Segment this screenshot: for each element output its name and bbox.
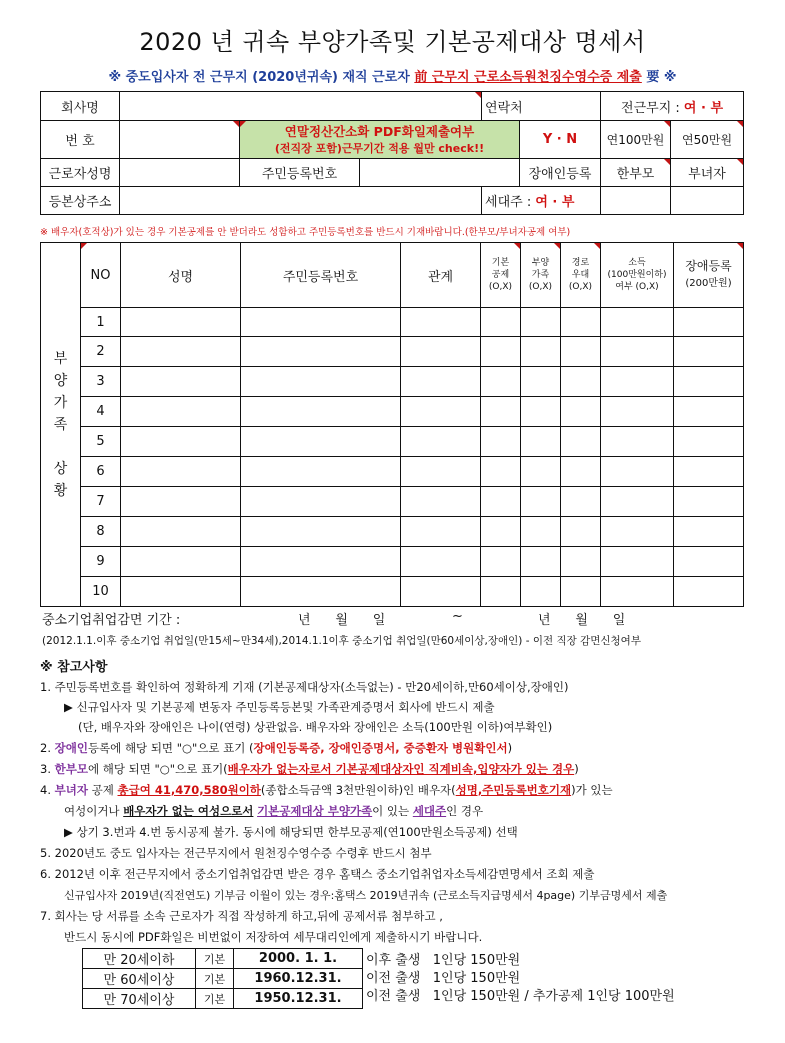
row-name[interactable] — [121, 517, 241, 547]
side-char-7: 황 — [53, 482, 68, 499]
row-support[interactable] — [521, 487, 561, 517]
note-7a: 반드시 동시에 PDF화일은 비번없이 저장하여 세무대리인에게 제출하시기 바랍니다. — [64, 930, 483, 944]
row-support[interactable] — [521, 427, 561, 457]
table-row — [83, 989, 363, 1009]
table-row — [83, 949, 363, 969]
row-basic[interactable] — [481, 577, 521, 607]
notice-prefix: ※ 중도입사자 전 근무지 (2020년귀속) 재직 근로자 — [108, 70, 415, 85]
row-name[interactable] — [121, 487, 241, 517]
note-3-mid: 에 해당 되면 "○"으로 표기( — [87, 762, 228, 776]
row-basic[interactable] — [481, 308, 521, 337]
row-elder[interactable] — [561, 427, 601, 457]
row-income[interactable] — [601, 427, 674, 457]
row-rrn[interactable] — [241, 367, 401, 397]
disabled-label: 장애인등록 — [520, 159, 601, 187]
row-disabled[interactable] — [674, 308, 744, 337]
row-relation[interactable] — [401, 308, 481, 337]
company-field[interactable] — [120, 92, 482, 121]
rrn-field[interactable] — [360, 159, 520, 187]
row-rrn[interactable] — [241, 457, 401, 487]
submission-notice — [0, 66, 785, 85]
row-disabled[interactable] — [674, 337, 744, 367]
sme-note: (2012.1.1.이후 중소기업 취업일(만15세~만34세),2014.1.1이후 중소기업 취업일(만60세이상,장애인) - 이전 직장 감면신청여부 — [42, 635, 641, 647]
row-elder[interactable] — [561, 517, 601, 547]
dependents-side-label — [41, 243, 81, 607]
pdf-line1: 연말정산간소화 PDF화일제출여부 — [284, 123, 475, 139]
row-elder[interactable] — [561, 457, 601, 487]
single-parent-label[interactable]: 한부모 — [601, 159, 671, 187]
row-basic[interactable] — [481, 427, 521, 457]
row-disabled[interactable] — [674, 397, 744, 427]
number-label: 번 호 — [41, 121, 120, 159]
row-support[interactable] — [521, 367, 561, 397]
note-1a: ▶ 신규입사자 및 기본공제 변동자 주민등록등본및 가족관계증명서 회사에 반드시 제출 — [64, 700, 495, 714]
row-basic[interactable] — [481, 457, 521, 487]
note-5: 5. 2020년도 중도 입사자는 전근무지에서 원천징수영수증 수령후 반드시 첨부 — [40, 846, 432, 860]
sme-tilde: ~ — [452, 609, 463, 624]
table-row — [41, 367, 744, 397]
note-1b: (단, 배우자와 장애인은 나이(연령) 상관없음. 배우자와 장애인은 소득(100만원 이하)여부확인) — [78, 720, 553, 734]
elder-h3: (O,X) — [568, 282, 593, 292]
notice-highlight: 前 근무지 근로소득원천징수영수증 제출 — [414, 70, 642, 85]
row-rrn[interactable] — [241, 308, 401, 337]
side-char-5 — [41, 436, 80, 458]
row-income[interactable] — [601, 457, 674, 487]
note-4-red1: 총급여 41,470,580원이하 — [117, 783, 261, 797]
row-relation[interactable] — [401, 487, 481, 517]
note-2-mid: 등록에 해당 되면 "○"으로 표기 ( — [87, 741, 254, 755]
row-basic[interactable] — [481, 397, 521, 427]
table-row — [41, 517, 744, 547]
support-h3: (O,X) — [528, 282, 553, 292]
worker-name-label: 근로자성명 — [41, 159, 120, 187]
support-h1: 부양 — [531, 258, 550, 268]
row-name[interactable] — [121, 397, 241, 427]
row-basic[interactable] — [481, 517, 521, 547]
note-2 — [40, 740, 512, 756]
row-number: 10 — [81, 577, 121, 607]
employee-info-table — [40, 91, 744, 215]
row-disabled[interactable] — [674, 427, 744, 457]
row-rrn[interactable] — [241, 517, 401, 547]
basic-h2: 공제 — [491, 270, 510, 280]
table-row — [41, 427, 744, 457]
row-elder[interactable] — [561, 367, 601, 397]
row-disabled[interactable] — [674, 487, 744, 517]
pdf-submission-box — [240, 121, 520, 159]
age-desc-3: 이전 출생 1인당 150만원 / 추가공제 1인당 100만원 — [366, 989, 675, 1004]
row-relation[interactable] — [401, 397, 481, 427]
row-number: 1 — [81, 308, 121, 337]
col-income — [601, 243, 674, 308]
row-name[interactable] — [121, 308, 241, 337]
row-rrn[interactable] — [241, 427, 401, 457]
row-name[interactable] — [121, 547, 241, 577]
row-disabled[interactable] — [674, 517, 744, 547]
row-support[interactable] — [521, 547, 561, 577]
row-number: 6 — [81, 457, 121, 487]
row-relation[interactable] — [401, 337, 481, 367]
table-row — [41, 397, 744, 427]
row-income[interactable] — [601, 487, 674, 517]
side-char-1: 부 — [53, 350, 68, 367]
table-row — [41, 337, 744, 367]
row-support[interactable] — [521, 517, 561, 547]
row-relation[interactable] — [401, 427, 481, 457]
row-rrn[interactable] — [241, 487, 401, 517]
row-disabled[interactable] — [674, 577, 744, 607]
row-name[interactable] — [121, 577, 241, 607]
company-label: 회사명 — [41, 92, 120, 121]
row-number: 5 — [81, 427, 121, 457]
note-6: 6. 2012년 이후 전근무지에서 중소기업취업감면 받은 경우 홈택스 중소기업취업자소득세감면명세서 조회 제출 — [40, 867, 595, 881]
note-1: 1. 주민등록번호를 확인하여 정확하게 기재 (기본공제대상자(소득없는) - 만20세이하,만60세이상,장애인) — [40, 680, 569, 694]
table-row — [41, 577, 744, 607]
prev-work-label: 전근무지 : — [621, 100, 684, 116]
row-rrn[interactable] — [241, 547, 401, 577]
basic-label: 기본 — [196, 969, 234, 989]
page-title: 2020 년 귀속 부양가족및 기본공제대상 명세서 — [139, 28, 646, 56]
row-income[interactable] — [601, 577, 674, 607]
row-name[interactable] — [121, 427, 241, 457]
row-rrn[interactable] — [241, 337, 401, 367]
household-label: 세대주 : — [485, 195, 536, 210]
col-disabled — [674, 243, 744, 308]
row-income[interactable] — [601, 517, 674, 547]
col-relation: 관계 — [401, 243, 481, 308]
row-support[interactable] — [521, 308, 561, 337]
contact-label: 연락처 — [482, 92, 601, 121]
note-4b-purple1: 기본공제대상 부양가족 — [257, 804, 373, 818]
sme-start-date[interactable]: 년 월 일 — [298, 613, 386, 628]
pdf-line2: (전직장 포함)근무기간 적용 월만 check!! — [274, 141, 485, 155]
blank-cell-2[interactable] — [671, 187, 744, 215]
rrn-label: 주민등록번호 — [240, 159, 360, 187]
cutoff-date: 1960.12.31. — [234, 969, 363, 989]
income-h3: 여부 (O,X) — [615, 282, 659, 292]
note-7: 7. 회사는 당 서류를 소속 근로자가 직접 작성하게 하고,뒤에 공제서류 첨부하고 , — [40, 909, 443, 923]
note-2-end: ) — [507, 741, 513, 755]
table-row — [41, 547, 744, 577]
row-income[interactable] — [601, 397, 674, 427]
address-field[interactable] — [120, 187, 482, 215]
col-no: NO — [81, 243, 121, 308]
col-name: 성명 — [121, 243, 241, 308]
address-label: 등본상주소 — [41, 187, 120, 215]
row-support[interactable] — [521, 337, 561, 367]
col-elder — [561, 243, 601, 308]
basic-label: 기본 — [196, 989, 234, 1009]
cutoff-date: 1950.12.31. — [234, 989, 363, 1009]
disabled-h2: (200만원) — [685, 278, 732, 289]
note-2-purple: 장애인 — [54, 741, 88, 755]
row-number: 9 — [81, 547, 121, 577]
row-elder[interactable] — [561, 337, 601, 367]
support-h2: 가족 — [531, 270, 550, 280]
note-4 — [40, 782, 613, 798]
age-label: 만 20세이하 — [83, 949, 196, 969]
note-4b-purple2: 세대주 — [412, 804, 447, 818]
note-4-red2: 성명,주민등록번호기재 — [455, 783, 572, 797]
household-cell[interactable] — [482, 187, 601, 215]
note-4-pre: 4. — [40, 783, 55, 797]
cutoff-date: 2000. 1. 1. — [234, 949, 363, 969]
row-support[interactable] — [521, 397, 561, 427]
row-income[interactable] — [601, 367, 674, 397]
elder-h1: 경로 — [571, 258, 590, 268]
row-elder[interactable] — [561, 577, 601, 607]
age-label: 만 60세이상 — [83, 969, 196, 989]
note-4b-d: 인 경우 — [446, 804, 484, 818]
age-label: 만 70세이상 — [83, 989, 196, 1009]
table-row — [83, 969, 363, 989]
table-row — [41, 487, 744, 517]
note-4-a: 공제 — [87, 783, 118, 797]
row-relation[interactable] — [401, 547, 481, 577]
row-number: 4 — [81, 397, 121, 427]
row-disabled[interactable] — [674, 457, 744, 487]
note-3 — [40, 761, 579, 777]
note-6a: 신규입사자 2019년(직전연도) 기부금 이월이 있는 경우:홈택스 2019년귀속 (근로소득지급명세서 4page) 기부금명세서 제출 — [64, 889, 668, 902]
blank-cell-1[interactable] — [601, 187, 671, 215]
age-desc-2: 이전 출생 1인당 150만원 — [366, 971, 521, 986]
age-desc-1: 이후 출생 1인당 150만원 — [366, 953, 521, 968]
row-elder[interactable] — [561, 308, 601, 337]
basic-h1: 기본 — [491, 258, 510, 268]
basic-h3: (O,X) — [488, 282, 513, 292]
note-4-purple: 부녀자 — [54, 783, 88, 797]
table-row — [41, 308, 744, 337]
row-rrn[interactable] — [241, 577, 401, 607]
row-relation[interactable] — [401, 517, 481, 547]
row-number: 8 — [81, 517, 121, 547]
note-4-c: )가 있는 — [571, 783, 613, 797]
note-4b — [64, 803, 483, 819]
age-deduction-table — [82, 948, 363, 1009]
side-char-6: 상 — [53, 460, 68, 477]
row-number: 7 — [81, 487, 121, 517]
sme-period-label: 중소기업취업감면 기간 : — [42, 613, 181, 628]
note-3-end: ) — [574, 762, 579, 776]
row-disabled[interactable] — [674, 367, 744, 397]
note-4c: ▶ 상기 3.번과 4.번 동시공제 불가. 동시에 해당되면 한부모공제(연100만원소득공제) 선택 — [64, 825, 518, 839]
row-income[interactable] — [601, 547, 674, 577]
income-h2: (100만원이하) — [607, 270, 667, 280]
note-3-red: 배우자가 없는자로서 기본공제대상자인 직계비속,입양자가 있는 경우 — [227, 762, 575, 776]
spouse-warning: ※ 배우자(호적상)가 있는 경우 기본공제를 안 받더라도 성함하고 주민등록번호를 반드시 기재바랍니다.(한부모/부녀자공제 여부) — [40, 227, 571, 238]
basic-label: 기본 — [196, 949, 234, 969]
woman-label[interactable]: 부녀자 — [671, 159, 744, 187]
number-field[interactable] — [120, 121, 240, 159]
household-options: 여 · 부 — [535, 195, 575, 210]
note-2-red: 장애인등록증, 장애인증명서, 중증환자 병원확인서 — [253, 741, 508, 755]
elder-h2: 우대 — [571, 270, 590, 280]
row-basic[interactable] — [481, 487, 521, 517]
row-relation[interactable] — [401, 577, 481, 607]
notice-suffix: 要 ※ — [641, 70, 677, 85]
side-char-2: 양 — [53, 372, 68, 389]
row-basic[interactable] — [481, 367, 521, 397]
side-char-4: 족 — [53, 416, 68, 433]
dependents-table — [40, 242, 744, 607]
row-income[interactable] — [601, 337, 674, 367]
row-support[interactable] — [521, 457, 561, 487]
row-name[interactable] — [121, 337, 241, 367]
row-number: 2 — [81, 337, 121, 367]
col-rrn: 주민등록번호 — [241, 243, 401, 308]
table-row — [41, 457, 744, 487]
row-name[interactable] — [121, 457, 241, 487]
row-name[interactable] — [121, 367, 241, 397]
row-number: 3 — [81, 367, 121, 397]
row-income[interactable] — [601, 308, 674, 337]
sme-end-date[interactable]: 년 월 일 — [538, 613, 626, 628]
col-support — [521, 243, 561, 308]
col-basic — [481, 243, 521, 308]
row-basic[interactable] — [481, 547, 521, 577]
notes-heading: ※ 참고사항 — [40, 660, 108, 675]
pdf-yn-field[interactable]: Y · N — [520, 121, 601, 159]
income-h1: 소득 — [628, 258, 646, 268]
row-elder[interactable] — [561, 487, 601, 517]
row-relation[interactable] — [401, 457, 481, 487]
note-2-pre: 2. — [40, 741, 55, 755]
note-3-purple: 한부모 — [54, 762, 88, 776]
row-elder[interactable] — [561, 397, 601, 427]
note-4-b: (종합소득금액 3천만원이하)인 배우자( — [260, 783, 456, 797]
income-100-label[interactable]: 연100만원 — [601, 121, 671, 159]
note-3-pre: 3. — [40, 762, 55, 776]
note-4b-underline: 배우자가 없는 여성으로서 — [123, 804, 254, 818]
row-rrn[interactable] — [241, 397, 401, 427]
row-basic[interactable] — [481, 337, 521, 367]
prev-work-options: 여 · 부 — [683, 100, 724, 116]
worker-name-field[interactable] — [120, 159, 240, 187]
side-char-3: 가 — [53, 394, 68, 411]
note-4b-c: 이 있는 — [372, 804, 413, 818]
row-relation[interactable] — [401, 367, 481, 397]
income-50-label[interactable]: 연50만원 — [671, 121, 744, 159]
disabled-h1: 장애등록 — [685, 259, 732, 273]
prev-work-cell[interactable] — [601, 92, 744, 121]
row-disabled[interactable] — [674, 547, 744, 577]
row-support[interactable] — [521, 577, 561, 607]
row-elder[interactable] — [561, 547, 601, 577]
note-4b-a: 여성이거나 — [64, 804, 124, 818]
